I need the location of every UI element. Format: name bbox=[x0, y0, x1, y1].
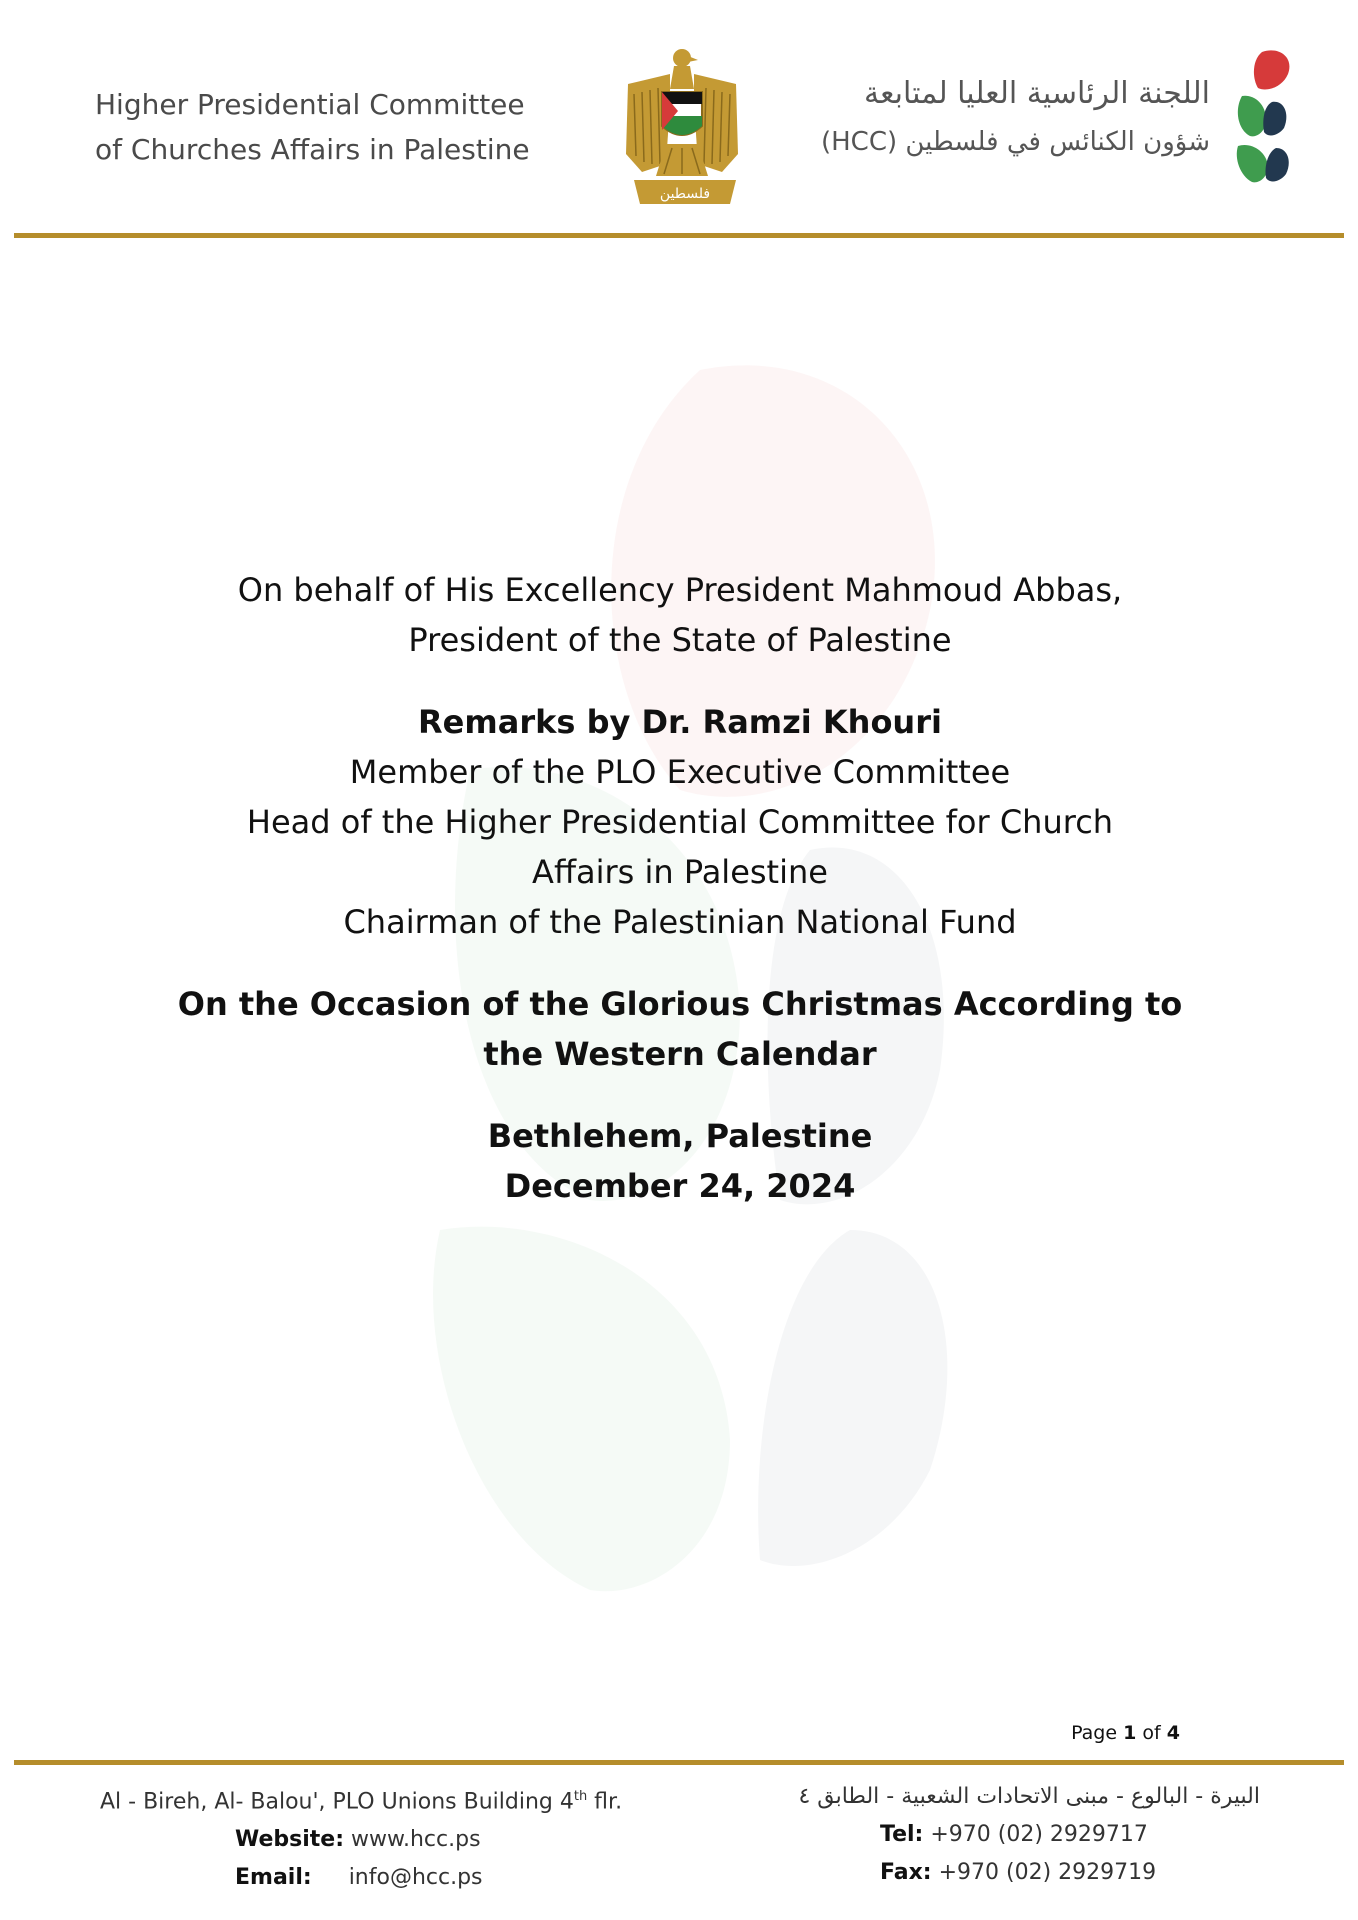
footer-address-en bbox=[100, 1778, 700, 1821]
website-label: Website: bbox=[235, 1827, 345, 1853]
date: December 24, 2024 bbox=[504, 1167, 856, 1205]
footer-fax bbox=[720, 1854, 1260, 1892]
speaker-role-3: Chairman of the Palestinian National Fund bbox=[343, 903, 1017, 941]
footer-address-ar: البيرة - البالوع - مبنى الاتحادات الشعبية - الطابق ٤ bbox=[798, 1784, 1260, 1809]
speaker-role-2-line-2: Affairs in Palestine bbox=[532, 853, 828, 891]
fax-label: Fax: bbox=[880, 1860, 932, 1885]
occasion-line-2: the Western Calendar bbox=[483, 1035, 877, 1073]
hcc-leaf-logo-icon bbox=[1228, 44, 1298, 189]
email-label: Email: bbox=[235, 1865, 312, 1891]
behalf-line-2: President of the State of Palestine bbox=[408, 621, 952, 659]
page-number bbox=[1020, 1722, 1180, 1744]
org-name-arabic-line2: شؤون الكنائس في فلسطين (HCC) bbox=[820, 127, 1210, 157]
behalf-line-1: On behalf of His Excellency President Mahmoud Abbas, bbox=[237, 571, 1123, 609]
footer-divider bbox=[14, 1760, 1344, 1765]
page-total: 4 bbox=[1166, 1722, 1180, 1744]
footer-address-en-text: Al - Bireh, Al- Balou', PLO Unions Building 4 bbox=[100, 1789, 574, 1815]
emblem-scroll-text: فلسطين bbox=[659, 186, 711, 202]
website-link[interactable]: www.hcc.ps bbox=[351, 1827, 481, 1853]
footer-english bbox=[100, 1778, 700, 1897]
remarks-title: Remarks by Dr. Ramzi Khouri bbox=[418, 703, 942, 741]
palestine-eagle-emblem-icon bbox=[620, 44, 750, 214]
org-name-arabic bbox=[820, 70, 1210, 166]
speaker-role-1: Member of the PLO Executive Committee bbox=[349, 753, 1011, 791]
header-divider bbox=[14, 233, 1344, 238]
footer-address-en-sup: th bbox=[573, 1789, 588, 1804]
org-name-arabic-line1: اللجنة الرئاسية العليا لمتابعة bbox=[864, 76, 1210, 111]
org-name-english-line1: Higher Presidential Committee bbox=[95, 88, 525, 121]
page-of-word: of bbox=[1142, 1722, 1161, 1744]
footer-tel bbox=[720, 1816, 1260, 1854]
place: Bethlehem, Palestine bbox=[487, 1117, 873, 1155]
org-name-english bbox=[95, 82, 575, 172]
occasion-line-1: On the Occasion of the Glorious Christmas According to bbox=[177, 985, 1183, 1023]
tel-label: Tel: bbox=[880, 1822, 924, 1847]
email-link[interactable]: info@hcc.ps bbox=[348, 1865, 483, 1891]
org-name-english-line2: of Churches Affairs in Palestine bbox=[95, 133, 530, 166]
footer-arabic bbox=[720, 1778, 1260, 1892]
footer-address-en-suffix: flr. bbox=[587, 1789, 623, 1815]
footer-email bbox=[100, 1859, 700, 1897]
footer-website bbox=[100, 1821, 700, 1859]
speaker-role-2-line-1: Head of the Higher Presidential Committee for Church bbox=[246, 803, 1114, 841]
page-current: 1 bbox=[1123, 1722, 1137, 1744]
document-body bbox=[160, 565, 1200, 1211]
page-word: Page bbox=[1071, 1722, 1118, 1744]
tel-value: +970 (02) 2929717 bbox=[930, 1822, 1148, 1847]
fax-value: +970 (02) 2929719 bbox=[938, 1860, 1157, 1885]
